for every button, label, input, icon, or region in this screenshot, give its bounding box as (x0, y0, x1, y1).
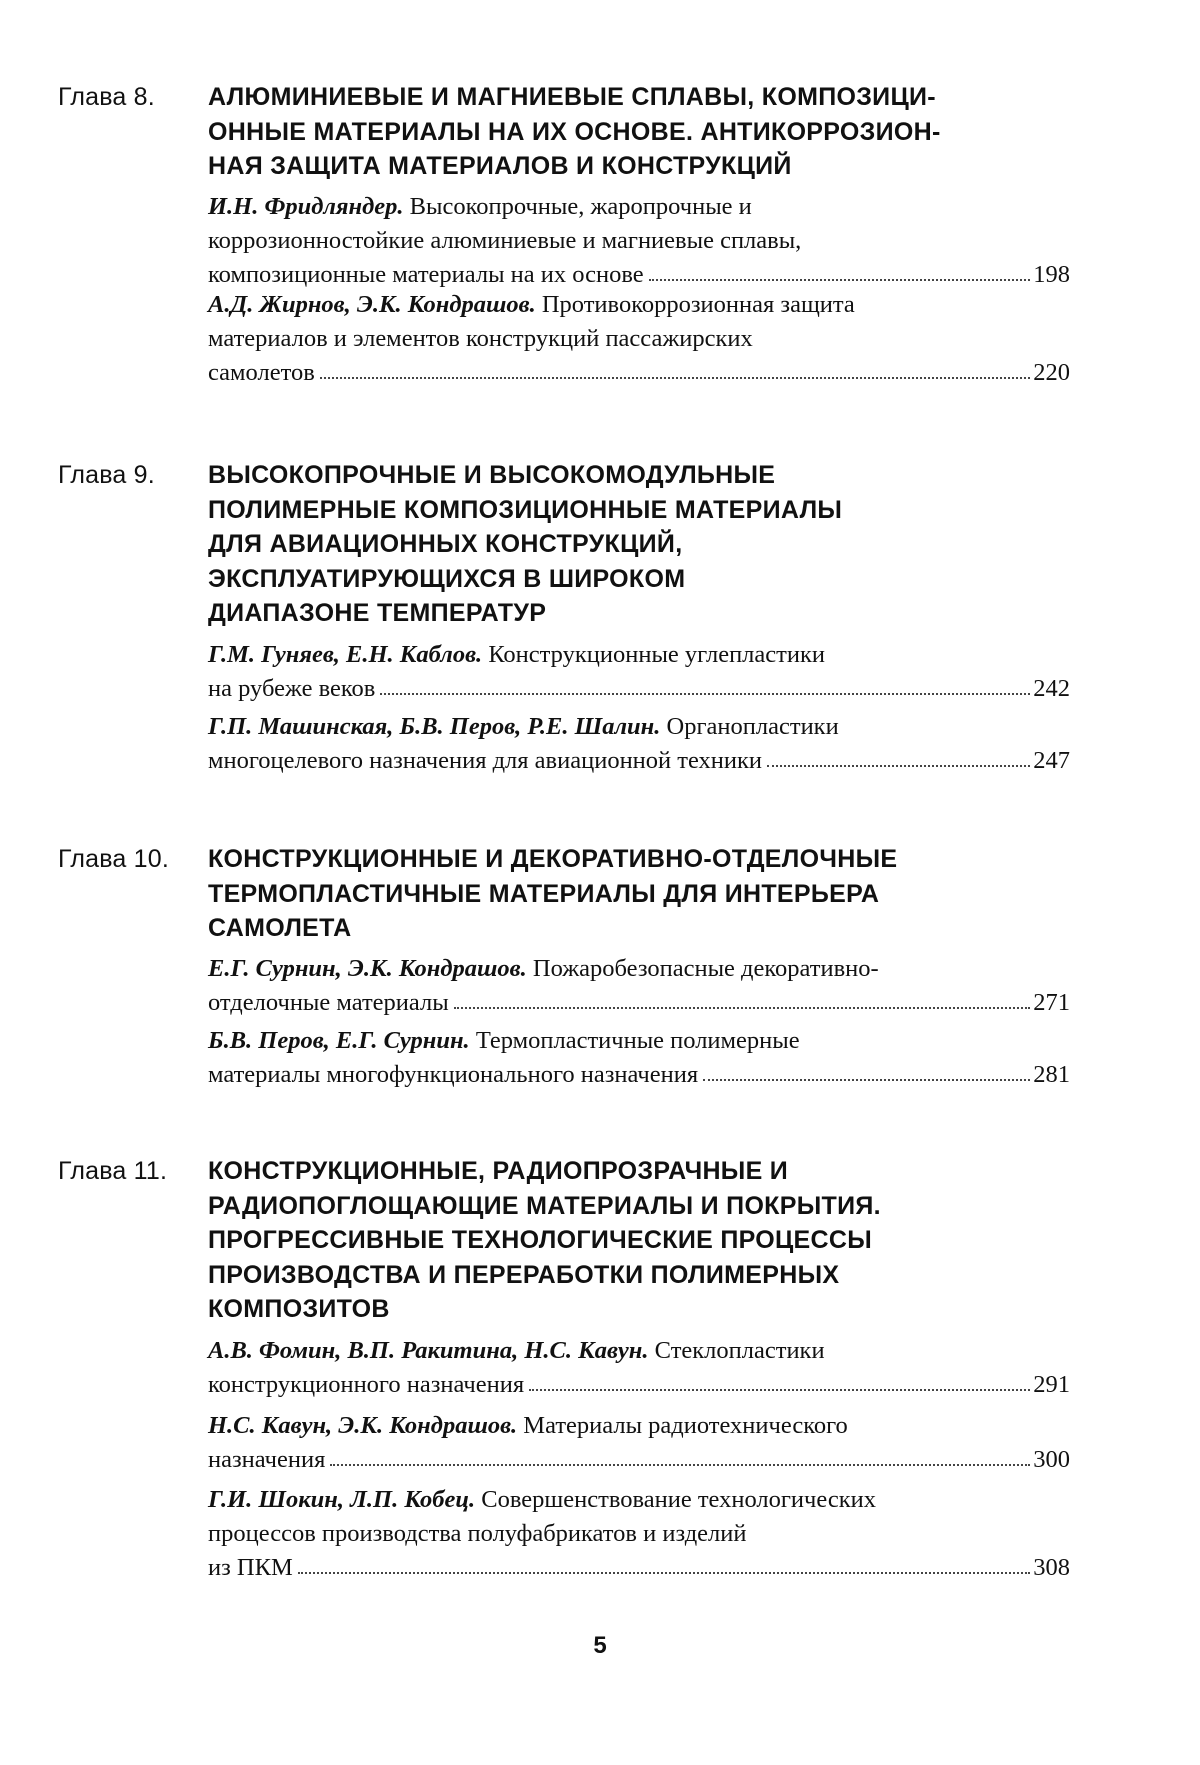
entry-page: 271 (1033, 989, 1070, 1016)
entry-last-line (208, 744, 1070, 778)
entry-page: 198 (1033, 261, 1070, 288)
chapter-title-line: РАДИОПОГЛОЩАЮЩИЕ МАТЕРИАЛЫ И ПОКРЫТИЯ. (208, 1191, 881, 1220)
entry-text: многоцелевого назначения для авиационной техники (208, 747, 763, 774)
toc-entry[interactable] (208, 710, 1070, 778)
entry-authors: Г.М. Гуняев, Е.Н. Каблов. (208, 641, 483, 668)
chapter-title-line: ДИАПАЗОНЕ ТЕМПЕРАТУР (208, 599, 547, 627)
entry-page: 300 (1033, 1446, 1070, 1473)
dot-leader (649, 278, 1031, 281)
dot-leader (380, 692, 1030, 695)
chapter-title-line: ТЕРМОПЛАСТИЧНЫЕ МАТЕРИАЛЫ ДЛЯ ИНТЕРЬЕРА (208, 879, 880, 908)
chapter-title (208, 842, 1088, 946)
toc-entry[interactable] (208, 638, 1070, 706)
toc-entry[interactable] (208, 190, 1070, 292)
entry-text: композиционные материалы на их основе (208, 261, 644, 288)
entry-page: 308 (1033, 1554, 1070, 1581)
dot-leader (454, 1006, 1031, 1009)
chapter-title-line: ВЫСОКОПРОЧНЫЕ И ВЫСОКОМОДУЛЬНЫЕ (208, 461, 776, 489)
entry-authors: Е.Г. Сурнин, Э.К. Кондрашов. (208, 955, 527, 982)
entry-page: 291 (1033, 1371, 1070, 1398)
chapter-title-line: САМОЛЕТА (208, 914, 352, 942)
entry-last-line (208, 1443, 1070, 1477)
entry-page: 281 (1033, 1061, 1070, 1088)
entry-text: из ПКМ (208, 1554, 293, 1581)
entry-authors: А.Д. Жирнов, Э.К. Кондрашов. (208, 291, 536, 318)
entry-page: 242 (1033, 675, 1070, 702)
chapter-title-line: ДЛЯ АВИАЦИОННЫХ КОНСТРУКЦИЙ, (208, 530, 683, 558)
entry-text: материалы многофункционального назначения (208, 1061, 699, 1088)
chapter-title (208, 1154, 1088, 1327)
chapter-title-line: ПРОИЗВОДСТВА И ПЕРЕРАБОТКИ ПОЛИМЕРНЫХ (208, 1260, 840, 1289)
entry-last-line (208, 1058, 1070, 1092)
chapter-label: Глава 8. (58, 83, 155, 111)
entry-first-line (208, 1483, 1070, 1517)
entry-first-line (208, 190, 1070, 224)
page-number: 5 (593, 1632, 607, 1659)
dot-leader (330, 1463, 1030, 1466)
chapter-title-line: ОННЫЕ МАТЕРИАЛЫ НА ИХ ОСНОВЕ. АНТИКОРРОЗИОН- (208, 117, 941, 146)
entry-first-line (208, 710, 1070, 744)
entry-last-line (208, 356, 1070, 390)
chapter-title (208, 458, 1088, 631)
entry-text: Конструкционные углепластики (488, 641, 825, 668)
entry-text: Материалы радиотехнического (523, 1412, 848, 1439)
chapter-label: Глава 10. (58, 845, 170, 873)
entry-text: Высокопрочные, жаропрочные и (409, 193, 752, 220)
entry-last-line (208, 1368, 1070, 1402)
entry-text: Термопластичные полимерные (475, 1027, 800, 1054)
entry-last-line (208, 258, 1070, 292)
entry-text: на рубеже веков (208, 675, 376, 702)
toc-entry[interactable] (208, 1334, 1070, 1402)
entry-text: конструкционного назначения (208, 1371, 525, 1398)
entry-text: назначения (208, 1446, 326, 1473)
entry-authors: Г.И. Шокин, Л.П. Кобец. (208, 1486, 476, 1513)
entry-text: Органопластики (666, 713, 839, 740)
entry-first-line (208, 952, 1070, 986)
entry-first-line (208, 638, 1070, 672)
chapter-title-line: КОНСТРУКЦИОННЫЕ, РАДИОПРОЗРАЧНЫЕ И (208, 1157, 789, 1185)
entry-line: материалов и элементов конструкций пассажирских (208, 325, 753, 352)
chapter-title-line: КОНСТРУКЦИОННЫЕ И ДЕКОРАТИВНО-ОТДЕЛОЧНЫЕ (208, 845, 898, 873)
toc-entry[interactable] (208, 1024, 1070, 1092)
chapter-title-line: КОМПОЗИТОВ (208, 1295, 390, 1323)
chapter-label: Глава 11. (58, 1157, 168, 1185)
entry-first-line (208, 1334, 1070, 1368)
toc-entry[interactable] (208, 1409, 1070, 1477)
entry-last-line (208, 672, 1070, 706)
entry-page: 247 (1033, 747, 1070, 774)
entry-authors: Б.В. Перов, Е.Г. Сурнин. (208, 1027, 470, 1054)
entry-line: процессов производства полуфабрикатов и изделий (208, 1520, 747, 1547)
chapter-title-line: ПРОГРЕССИВНЫЕ ТЕХНОЛОГИЧЕСКИЕ ПРОЦЕССЫ (208, 1226, 873, 1254)
dot-leader (703, 1078, 1030, 1081)
entry-last-line (208, 1551, 1070, 1585)
entry-text: Противокоррозионная защита (541, 291, 855, 318)
entry-first-line (208, 288, 1070, 322)
toc-entry[interactable] (208, 288, 1070, 390)
toc-entry[interactable] (208, 952, 1070, 1020)
chapter-title (208, 80, 1088, 184)
entry-authors: И.Н. Фридляндер. (208, 193, 404, 220)
entry-page: 220 (1033, 359, 1070, 386)
toc-entry[interactable] (208, 1483, 1070, 1585)
entry-text: Пожаробезопасные декоративно- (532, 955, 879, 982)
dot-leader (529, 1388, 1030, 1391)
entry-last-line (208, 986, 1070, 1020)
entry-first-line (208, 1409, 1070, 1443)
entry-first-line (208, 1024, 1070, 1058)
entry-authors: Г.П. Машинская, Б.В. Перов, Р.Е. Шалин. (208, 713, 661, 740)
dot-leader (767, 764, 1030, 767)
entry-text: отделочные материалы (208, 989, 449, 1016)
chapter-title-line: ЭКСПЛУАТИРУЮЩИХСЯ В ШИРОКОМ (208, 564, 686, 593)
dot-leader (320, 376, 1030, 379)
chapter-title-line: НАЯ ЗАЩИТА МАТЕРИАЛОВ И КОНСТРУКЦИЙ (208, 152, 792, 180)
chapter-title-line: АЛЮМИНИЕВЫЕ И МАГНИЕВЫЕ СПЛАВЫ, КОМПОЗИЦИ- (208, 83, 936, 111)
chapter-title-line: ПОЛИМЕРНЫЕ КОМПОЗИЦИОННЫЕ МАТЕРИАЛЫ (208, 495, 843, 524)
entry-line: коррозионностойкие алюминиевые и магниевые сплавы, (208, 227, 802, 254)
entry-text: самолетов (208, 359, 315, 386)
entry-text: Стеклопластики (654, 1337, 825, 1364)
dot-leader (298, 1571, 1031, 1574)
entry-text: Совершенствование технологических (481, 1486, 876, 1513)
entry-authors: А.В. Фомин, В.П. Ракитина, Н.С. Кавун. (208, 1337, 649, 1364)
entry-authors: Н.С. Кавун, Э.К. Кондрашов. (208, 1412, 518, 1439)
chapter-label: Глава 9. (58, 461, 155, 489)
